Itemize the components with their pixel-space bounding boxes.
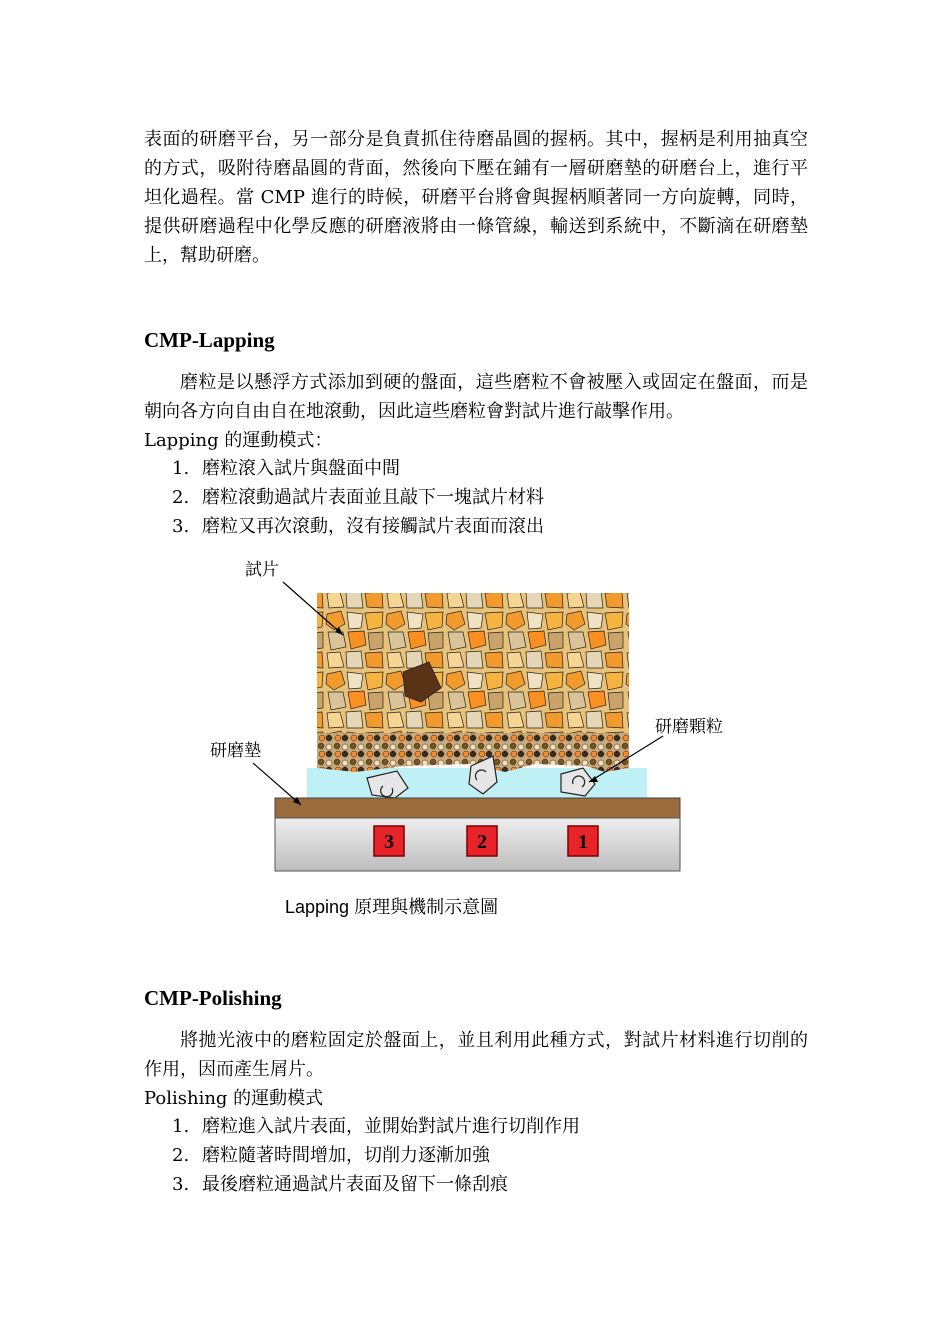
polishing-paragraph: 將拋光液中的磨粒固定於盤面上，並且利用此種方式，對試片材料進行切削的作用，因而產生屑片。 (144, 1030, 808, 1080)
list-number: 2. (172, 1145, 190, 1166)
list-number: 2. (172, 487, 190, 508)
polishing-pad (275, 798, 680, 818)
list-item (172, 454, 544, 483)
list-item (172, 512, 544, 541)
lapping-heading: CMP-Lapping (144, 328, 275, 352)
list-item (172, 483, 544, 512)
lapping-figure (205, 550, 745, 890)
list-item (172, 1141, 580, 1170)
list-text: 磨粒進入試片表面，並開始對試片進行切削作用 (202, 1116, 580, 1137)
marker-3-label: 3 (384, 831, 394, 853)
lapping-paragraph: 磨粒是以懸浮方式添加到硬的盤面，這些磨粒不會被壓入或固定在盤面，而是朝向各方向自由自在地滾動，因此這些磨粒會對試片進行敲擊作用。 (144, 372, 808, 422)
label-abrasive: 研磨顆粒 (655, 717, 723, 737)
marker-2 (467, 826, 497, 856)
list-item (172, 1112, 580, 1141)
list-number: 3. (172, 516, 190, 537)
marker-1-label: 1 (578, 831, 588, 853)
polishing-heading: CMP-Polishing (144, 986, 282, 1010)
list-text: 最後磨粒通過試片表面及留下一條刮痕 (202, 1174, 508, 1195)
list-text: 磨粒滾動過試片表面並且敲下一塊試片材料 (202, 487, 544, 508)
intro-paragraph: 表面的研磨平台，另一部分是負責抓住待磨晶圓的握柄。其中，握柄是利用抽真空的方式，吸附待磨晶圓的背面，然後向下壓在鋪有一層研磨墊的研磨台上，進行平坦化過程。當 CMP 進行的時候，研磨平台將會與握柄順著同一方向旋轉，同時，提供研磨過程中化學反應的研磨液將由一條管線，輸送到系統中，不斷滴在研磨墊上，幫助研磨。 (144, 129, 808, 266)
list-item (172, 1170, 580, 1199)
list-text: 磨粒又再次滾動，沒有接觸試片表面而滾出 (202, 516, 544, 537)
lapping-mode-label: Lapping 的運動模式： (144, 430, 333, 451)
lapping-steps-list (172, 454, 544, 541)
marker-2-label: 2 (477, 831, 487, 853)
list-text: 磨粒滾入試片與盤面中間 (202, 458, 400, 479)
figure-caption: Lapping 原理與機制示意圖 (285, 897, 499, 917)
list-number: 1. (172, 1116, 190, 1137)
label-pad: 研磨墊 (210, 741, 261, 761)
marker-3 (374, 826, 404, 856)
marker-1 (568, 826, 598, 856)
list-number: 3. (172, 1174, 190, 1195)
specimen-block (317, 593, 629, 733)
lapping-diagram (205, 550, 745, 890)
list-text: 磨粒隨著時間增加，切削力逐漸加強 (202, 1145, 490, 1166)
list-number: 1. (172, 458, 190, 479)
label-specimen: 試片 (245, 560, 279, 580)
polishing-mode-label: Polishing 的運動模式 (144, 1088, 324, 1109)
polishing-steps-list (172, 1112, 580, 1199)
